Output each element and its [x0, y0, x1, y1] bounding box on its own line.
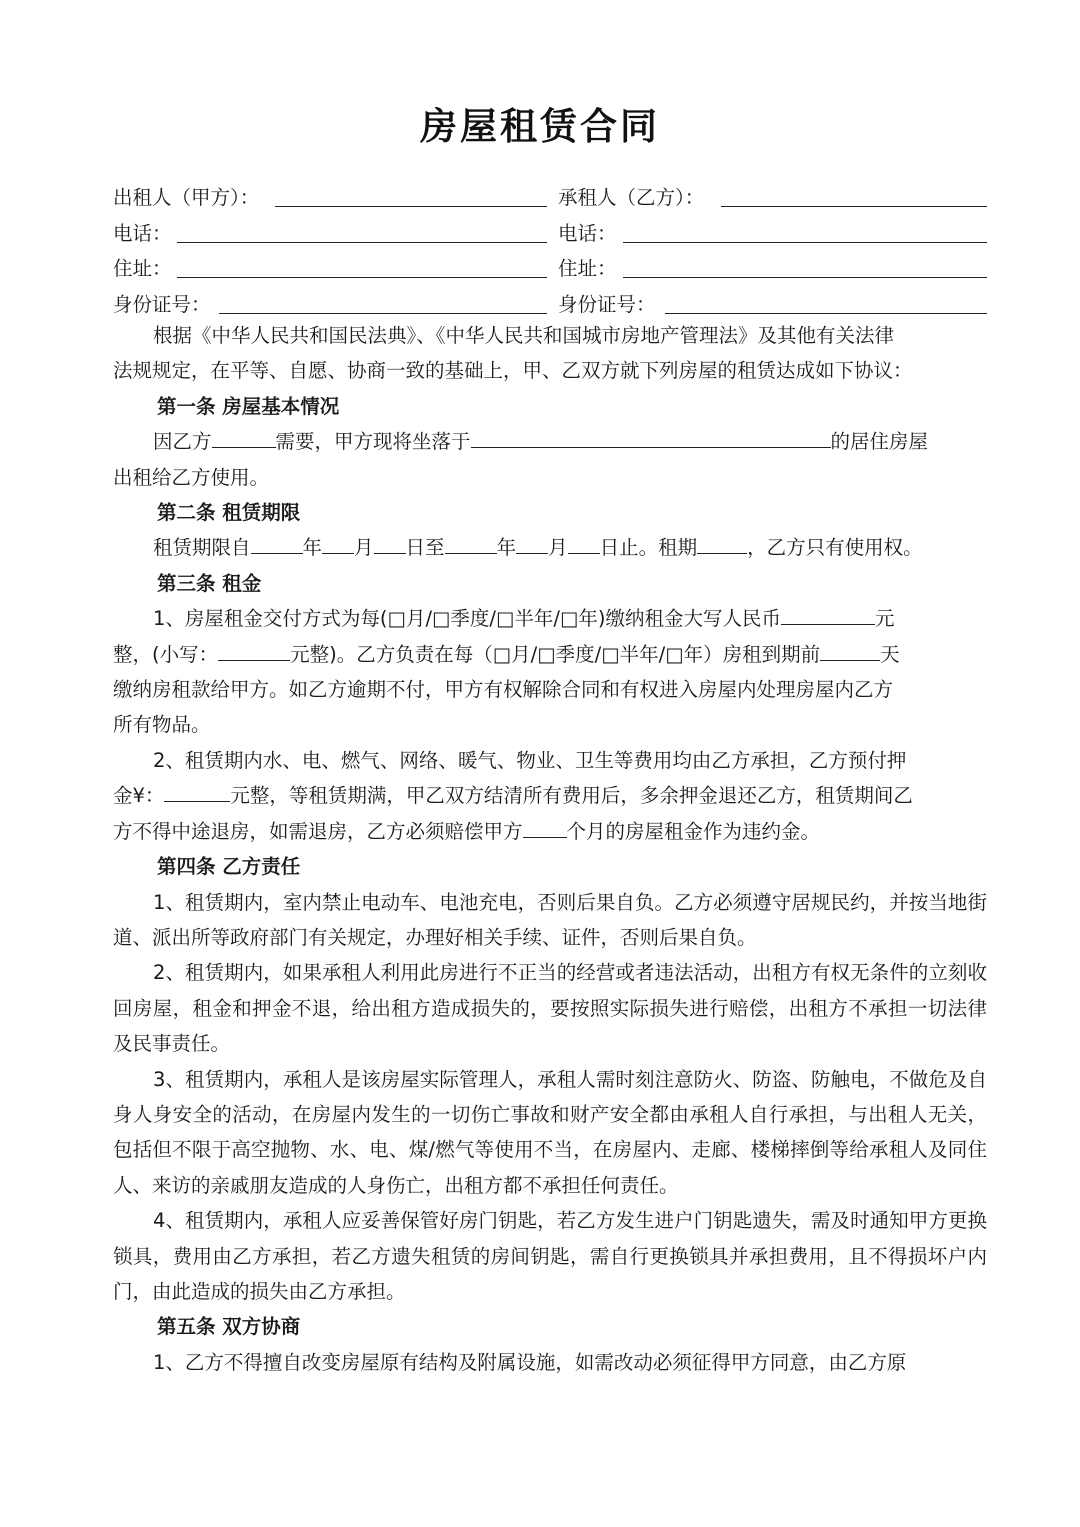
article-3-para-1-line-4: 所有物品。	[113, 713, 211, 737]
document-title: 房屋租赁合同	[420, 104, 660, 148]
rent-uppercase-blank[interactable]	[781, 602, 875, 625]
lessee-address-label: 住址：	[558, 257, 617, 280]
lessor-name-field[interactable]	[275, 206, 547, 207]
article-3-para-1-line-2: 整，(小写： 元整)。乙方负责在每（□月/□季度/□半年/□年）房租到期前 天	[113, 637, 987, 672]
article-1-text-2: 出租给乙方使用。	[113, 465, 270, 489]
article-3-para-1-line-1: 1、房屋租金交付方式为每(□月/□季度/□半年/□年)缴纳租金大写人民币 元	[113, 601, 987, 636]
address-row	[113, 253, 987, 283]
article-4-heading: 第四条 乙方责任	[157, 855, 301, 879]
lessor-lessee-row	[113, 182, 987, 212]
start-month-blank[interactable]	[322, 531, 354, 554]
article-5-para-1: 1、乙方不得擅自改变房屋原有结构及附属设施，如需改动必须征得甲方同意，由乙方原	[153, 1350, 907, 1374]
phone-row	[113, 218, 987, 248]
lessor-id-field[interactable]	[219, 313, 547, 314]
article-1-heading: 第一条 房屋基本情况	[157, 394, 340, 418]
lessee-id-label: 身份证号：	[558, 293, 656, 316]
article-3-para-2-line-1: 2、租赁期内水、电、燃气、网络、暖气、物业、卫生等费用均由乙方承担，乙方预付押	[153, 748, 907, 772]
lessor-address-label: 住址：	[113, 257, 172, 280]
article-2-text: 租赁期限自 年 月 日至 年 月 日止。租期 ，乙方只有使用权。	[113, 530, 987, 565]
lessor-id-label: 身份证号：	[113, 293, 211, 316]
end-day-blank[interactable]	[568, 531, 600, 554]
lessee-id-field[interactable]	[665, 313, 987, 314]
article-4-para-4: 4、租赁期内，承租人应妥善保管好房门钥匙，若乙方发生进户门钥匙遗失，需及时通知甲方更换锁具，费用由乙方承担，若乙方遗失租赁的房间钥匙，需自行更换锁具并承担费用，且不得损坏户内门，由此造成的损失由乙方承担。	[113, 1209, 987, 1303]
lessee-phone-field[interactable]	[623, 242, 987, 243]
lessee-name-field[interactable]	[721, 206, 987, 207]
contract-body	[113, 318, 987, 1380]
term-blank[interactable]	[697, 531, 747, 554]
article-2-heading: 第二条 租赁期限	[157, 501, 301, 525]
article-3-para-2-line-2: 金¥： 元整，等租赁期满，甲乙双方结清所有费用后，多余押金退还乙方，租赁期间乙	[113, 778, 987, 813]
rent-lowercase-blank[interactable]	[218, 638, 290, 661]
intro-line-2: 法规规定，在平等、自愿、协商一致的基础上，甲、乙双方就下列房屋的租赁达成如下协议：	[113, 359, 913, 383]
lessor-phone-field[interactable]	[177, 242, 547, 243]
article-4-para-2: 2、租赁期内，如果承租人利用此房进行不正当的经营或者违法活动，出租方有权无条件的立刻收回房屋，租金和押金不退，给出租方造成损失的，要按照实际损失进行赔偿，出租方不承担一切法律及民事责任。	[113, 961, 987, 1056]
end-year-blank[interactable]	[445, 531, 497, 554]
payment-days-blank[interactable]	[820, 638, 880, 661]
lessor-label: 出租人（甲方）：	[113, 186, 260, 209]
intro-line-1: 根据《中华人民共和国民法典》、《中华人民共和国城市房地产管理法》及其他有关法律	[153, 324, 895, 347]
lessor-phone-label: 电话：	[113, 222, 172, 245]
penalty-months-blank[interactable]	[523, 815, 567, 838]
start-year-blank[interactable]	[251, 531, 303, 554]
lessee-address-field[interactable]	[623, 277, 987, 278]
deposit-blank[interactable]	[164, 779, 230, 802]
article-4-para-1: 1、租赁期内，室内禁止电动车、电池充电，否则后果自负。乙方必须遵守居规民约，并按当地街道、派出所等政府部门有关规定，办理好相关手续、证件，否则后果自负。	[113, 890, 987, 949]
article-1-text: 因乙方 需要，甲方现将坐落于 的居住房屋	[113, 424, 987, 459]
purpose-blank[interactable]	[212, 425, 276, 448]
id-row	[113, 289, 987, 319]
article-4-para-3: 3、租赁期内，承租人是该房屋实际管理人，承租人需时刻注意防火、防盗、防触电，不做危及自身人身安全的活动，在房屋内发生的一切伤亡事故和财产安全都由承租人自行承担，与出租人无关，包括但不限于高空抛物、水、电、煤/燃气等使用不当，在房屋内、走廊、楼梯摔倒等给承租人及同住人、来访的亲戚朋友造成的人身伤亡，出租方都不承担任何责任。	[113, 1067, 987, 1197]
article-3-para-2-line-3: 方不得中途退房，如需退房，乙方必须赔偿甲方 个月的房屋租金作为违约金。	[113, 814, 987, 849]
location-blank[interactable]	[471, 425, 831, 448]
article-3-heading: 第三条 租金	[157, 571, 262, 595]
lessee-label: 承租人（乙方）：	[558, 186, 705, 209]
lessor-address-field[interactable]	[177, 277, 547, 278]
start-day-blank[interactable]	[374, 531, 406, 554]
end-month-blank[interactable]	[516, 531, 548, 554]
article-3-para-1-line-3: 缴纳房租款给甲方。如乙方逾期不付，甲方有权解除合同和有权进入房屋内处理房屋内乙方	[113, 678, 894, 702]
lessee-phone-label: 电话：	[558, 222, 617, 245]
article-5-heading: 第五条 双方协商	[157, 1315, 301, 1339]
